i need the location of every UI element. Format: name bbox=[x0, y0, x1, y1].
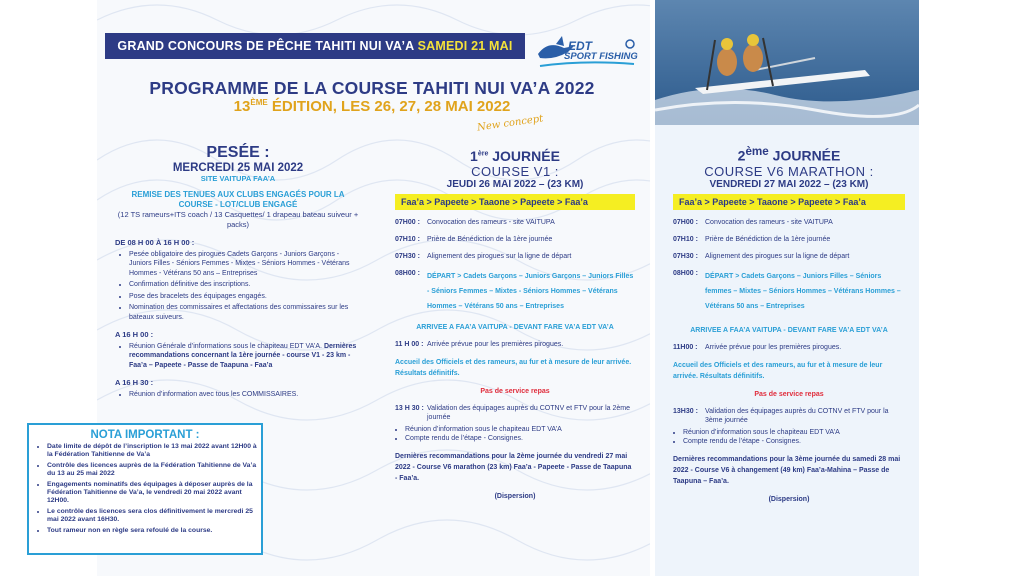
schedule-row: 07H10 : Prière de Bénédiction de la 1ère journée bbox=[395, 236, 553, 243]
day1-accueil: Accueil des Officiels et des rameurs, au fur et à mesure de leur arrivée. Résultats définitifs. bbox=[395, 359, 632, 377]
day1-schedule bbox=[395, 218, 635, 501]
edt-sport-fishing-logo bbox=[534, 30, 639, 72]
schedule-row: 07H00 : Convocation des rameurs - site VAITUPA bbox=[395, 219, 555, 226]
list-item: • Réunion Générale d’informations sous le chapiteau EDT VA’A. Dernières recommandations concernant la 1ère journée - course V1 - 23 km - Faa’a – Papeete - Passe de Taapuna - Faa’a bbox=[129, 342, 361, 371]
list-item: • Compte rendu de l’étape - Consignes. bbox=[405, 434, 635, 443]
day2-dernieres: Dernières recommandations pour la 3ème journée du samedi 28 mai 2022 - Course V6 à changement (49 km) Faa’a-Mahina – Passe de Taapuna – Faa’a. bbox=[673, 455, 901, 485]
day2-dispersion: (Dispersion) bbox=[768, 495, 810, 503]
schedule-row: 13H30 : Validation des équipages auprès du COTNV et FTV pour la 3ème journée bbox=[673, 407, 889, 424]
list-item: • Compte rendu de l’étape - Consignes. bbox=[683, 437, 905, 446]
remise-detail: (12 TS rameurs+ITS coach / 13 Casquettes/ 1 drapeau bateau suiveur + packs) bbox=[117, 210, 359, 229]
day1-pas-repas: Pas de service repas bbox=[480, 388, 550, 395]
list-item: • Réunion d’information sous le chapiteau EDT VA’A bbox=[405, 425, 635, 434]
page-title: PROGRAMME DE LA COURSE TAHITI NUI VA’A 2022 bbox=[149, 78, 595, 98]
day1-route: Faa’a > Papeete > Taaone > Papeete > Faa’a bbox=[395, 194, 635, 210]
list-item: • Tout rameur non en règle sera refoulé de la course. bbox=[47, 527, 261, 535]
pesee-schedule bbox=[115, 238, 361, 399]
contest-banner: GRAND CONCOURS DE PÊCHE TAHITI NUI VA’A SAMEDI 21 MAI bbox=[105, 33, 525, 59]
canoe-photo-illustration bbox=[655, 0, 919, 125]
day1-title: 1ère JOURNÉE bbox=[470, 148, 560, 164]
edition-subtitle: 13ÈME ÉDITION, LES 26, 27, 28 MAI 2022 bbox=[233, 98, 511, 115]
list-item: • Pesée obligatoire des pirogues Cadets Garçons - Juniors Garçons - Juniors Filles - Séniors Femmes - Mixtes - Séniors Hommes - Vétérans Hommes - Vétérans 50 ans – Entreprises bbox=[129, 250, 361, 279]
pesee-title: PESÉE : bbox=[206, 144, 270, 161]
list-item: • Le contrôle des licences sera clos définitivement le mercredi 25 mai 2022 avant 16H30. bbox=[47, 508, 261, 525]
list-item: • Confirmation définitive des inscriptions. bbox=[129, 280, 361, 290]
list-item: • Réunion d’information sous le chapiteau EDT VA’A bbox=[683, 428, 905, 437]
block1-head: DE 08 H 00 À 16 H 00 : bbox=[115, 238, 195, 247]
day2-course: COURSE V6 MARATHON : bbox=[704, 163, 874, 179]
day2-arrivee: ARRIVEE A FAA’A VAITUPA - DEVANT FARE VA’A EDT VA’A bbox=[690, 326, 888, 334]
logo-line1: EDT bbox=[568, 39, 592, 53]
day2-panel bbox=[655, 125, 919, 576]
schedule-row: 11H00 : Arrivée prévue pour les premières pirogues. bbox=[673, 343, 842, 351]
day1-date: JEUDI 26 MAI 2022 – (23 KM) bbox=[446, 179, 584, 190]
schedule-row: 07H30 : Alignement des pirogues sur la ligne de départ bbox=[395, 253, 572, 260]
day2-date: VENDREDI 27 MAI 2022 – (23 KM) bbox=[709, 178, 869, 190]
day2-accueil: Accueil des Officiels et des rameurs, au fur et à mesure de leur arrivée. Résultats définitifs. bbox=[673, 361, 883, 380]
schedule-row: 13 H 30 : Validation des équipages auprès du COTNV et FTV pour la 2ème journée bbox=[395, 405, 630, 421]
schedule-row: 11 H 00 : Arrivée prévue pour les premières pirogues. bbox=[395, 341, 564, 348]
day1-arrivee: ARRIVEE A FAA’A VAITUPA - DEVANT FARE VA’A EDT VA’A bbox=[416, 324, 614, 331]
new-concept-tag: New concept bbox=[476, 113, 544, 134]
nota-title: NOTA IMPORTANT : bbox=[90, 429, 200, 441]
remise-heading: REMISE DES TENUES AUX CLUBS ENGAGÉS POUR LA COURSE - LOT/CLUB ENGAGÉ bbox=[131, 190, 345, 209]
block3-head: A 16 H 30 : bbox=[115, 378, 154, 387]
list-item: • Réunion d’information avec tous les COMMISSAIRES. bbox=[129, 390, 361, 400]
day2-pas-repas: Pas de service repas bbox=[754, 390, 824, 398]
logo-line2: SPORT FISHING bbox=[564, 51, 638, 62]
day1-course: COURSE V1 : bbox=[471, 164, 559, 179]
pesee-date: MERCREDI 25 MAI 2022 bbox=[172, 162, 304, 174]
schedule-row: 08H00 : DÉPART > Cadets Garçons – Juniors Filles – Séniors femmes – Mixtes – Séniors Hommes – Vétérans Hommes – Vétérans 50 ans – Entreprises bbox=[673, 269, 901, 310]
pesee-site: SITE VAITUPA FAA’A bbox=[200, 174, 276, 183]
day1-dispersion: (Dispersion) bbox=[494, 493, 536, 500]
schedule-row: 08H00 : DÉPART > Cadets Garçons – Juniors Garçons – Juniors Filles - Séniors Femmes – Mixtes - Séniors Hommes – Vétérans Hommes – Vétérans 50 ans – Entreprises bbox=[395, 270, 634, 310]
day2-route: Faa’a > Papeete > Taaone > Papeete > Faa’a bbox=[673, 194, 905, 210]
day1-dernieres: Dernières recommandations pour la 2ème journée du vendredi 27 mai 2022 - Course V6 marathon (23 km) Faa’a - Papeete - Passe de Taapuna - Faa’a. bbox=[395, 453, 632, 482]
day2-content bbox=[673, 125, 905, 504]
schedule-row: 07H30 : Alignement des pirogues sur la ligne de départ bbox=[673, 252, 850, 260]
outrigger-canoe-photo bbox=[655, 0, 919, 125]
list-item: • Nomination des commissaires et affectations des commissaires sur les bateaux suiveurs. bbox=[129, 303, 361, 322]
list-item: • Contrôle des licences auprès de la Fédération Tahitienne de Va’a du 13 au 25 mai 2022 bbox=[47, 462, 261, 479]
block2-head: A 16 H 00 : bbox=[115, 330, 154, 339]
schedule-row: 07H00 : Convocation des rameurs - site VAITUPA bbox=[673, 218, 833, 226]
list-item: • Date limite de dépôt de l’inscription le 13 mai 2022 avant 12H00 à la Fédération Tahitienne de Va’a bbox=[47, 443, 261, 460]
list-item: • Pose des bracelets des équipages engagés. bbox=[129, 292, 361, 302]
nota-important-box bbox=[27, 423, 263, 555]
list-item: • Engagements nominatifs des équipages à déposer auprès de la Fédération Tahitienne de Va’a, le vendredi 20 mai 2022 avant 12H00. bbox=[47, 481, 261, 506]
day2-schedule bbox=[673, 218, 905, 504]
day2-title: 2ème JOURNÉE bbox=[737, 145, 841, 164]
day1-panel bbox=[395, 138, 635, 568]
schedule-row: 07H10 : Prière de Bénédiction de la 1ère journée bbox=[673, 235, 831, 243]
